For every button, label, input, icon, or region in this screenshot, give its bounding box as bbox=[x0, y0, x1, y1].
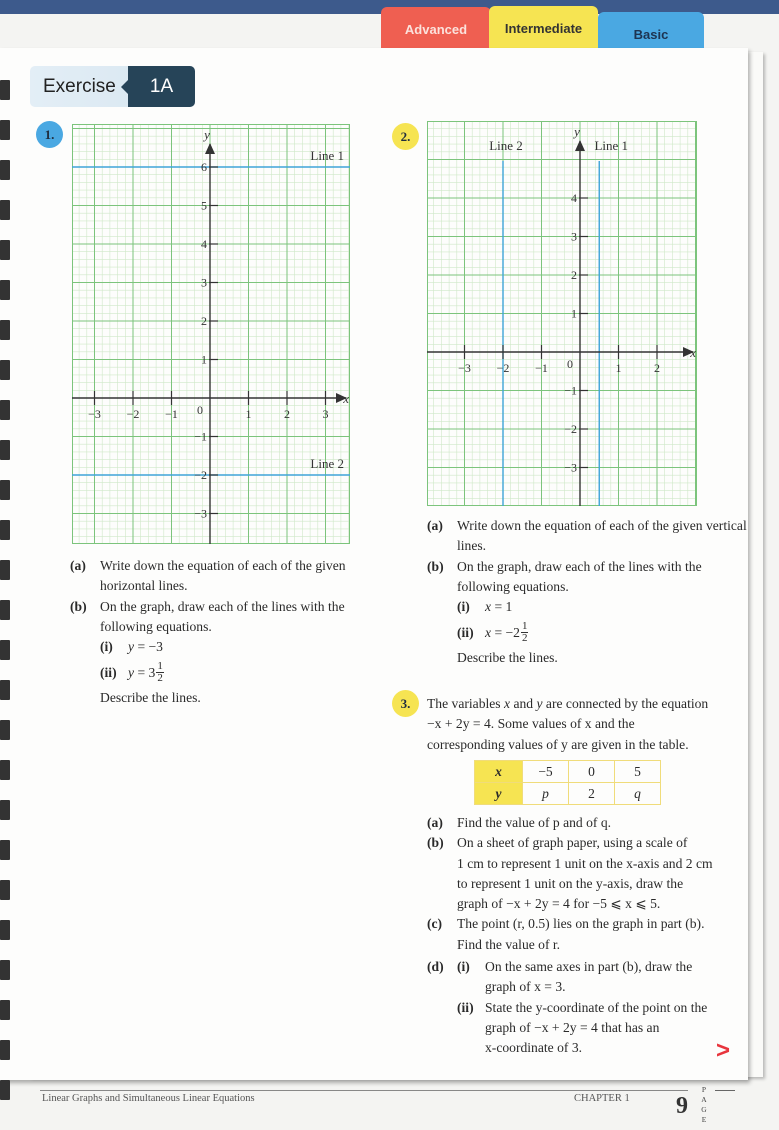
part-d-i-line: graph of x = 3. bbox=[485, 979, 566, 995]
part-b-line: 1 cm to represent 1 unit on the x-axis and 2 cm bbox=[457, 855, 713, 871]
values-table bbox=[474, 760, 661, 805]
line-label: Line 1 bbox=[594, 138, 629, 153]
y-axis-label: y bbox=[574, 124, 580, 139]
footer-page-number: 9 bbox=[676, 1093, 688, 1119]
question-2-number: 2. bbox=[392, 123, 419, 150]
origin-label: 0 bbox=[197, 403, 203, 417]
x-tick-label: 2 bbox=[654, 361, 660, 375]
equation-lhs: x bbox=[485, 624, 492, 640]
page-letter: A bbox=[701, 1095, 707, 1104]
part-b-label: (b) bbox=[427, 558, 444, 574]
part-b-label: (b) bbox=[427, 835, 444, 851]
page-letter: G bbox=[701, 1105, 707, 1114]
binding-ring bbox=[0, 80, 10, 100]
exercise-number: 1A bbox=[128, 66, 195, 107]
part-b-i-label: (i) bbox=[457, 599, 470, 615]
y-axis-arrow bbox=[575, 140, 585, 151]
part-b-ii-label: (ii) bbox=[457, 624, 474, 640]
table-cell: −5 bbox=[523, 761, 569, 783]
variable-y: y bbox=[536, 696, 543, 711]
exercise-badge bbox=[30, 66, 195, 107]
equation-rhs: = −3 bbox=[137, 639, 163, 655]
next-page-arrow-icon[interactable]: > bbox=[716, 1037, 731, 1064]
exercise-label: Exercise bbox=[43, 75, 116, 97]
x-tick-label: −1 bbox=[535, 361, 548, 375]
describe-text: Describe the lines. bbox=[100, 690, 201, 706]
x-tick-label: −3 bbox=[458, 361, 471, 375]
question-3-number: 3. bbox=[392, 690, 419, 717]
binding-ring bbox=[0, 960, 10, 980]
binding-ring bbox=[0, 600, 10, 620]
footer-divider bbox=[40, 1090, 688, 1091]
part-b-ii-label: (ii) bbox=[100, 664, 117, 680]
x-tick-label: −1 bbox=[165, 407, 178, 421]
table-cell: 5 bbox=[615, 761, 661, 783]
x-tick-label: −2 bbox=[496, 361, 510, 375]
fraction bbox=[156, 661, 164, 684]
fraction-numerator: 1 bbox=[157, 660, 163, 673]
table-head-x: x bbox=[475, 761, 523, 783]
equation-lhs: y bbox=[128, 639, 135, 655]
binding-ring bbox=[0, 720, 10, 740]
binding-ring bbox=[0, 360, 10, 380]
binding-ring bbox=[0, 480, 10, 500]
part-b-text: On the graph, draw each of the lines with the following equations. bbox=[100, 598, 345, 634]
x-axis-label: x bbox=[343, 391, 349, 406]
footer-title: Linear Graphs and Simultaneous Linear Equations bbox=[42, 1093, 255, 1104]
binding-ring bbox=[0, 1080, 10, 1100]
line-label: Line 2 bbox=[489, 138, 523, 153]
binding-ring bbox=[0, 440, 10, 460]
binding-ring bbox=[0, 680, 10, 700]
y-tick-label: 2 bbox=[571, 268, 577, 282]
x-tick-label: 1 bbox=[615, 361, 622, 375]
binding-ring bbox=[0, 840, 10, 860]
part-a-text: Find the value of p and of q. bbox=[457, 815, 612, 830]
x-tick-label: 3 bbox=[322, 407, 329, 421]
x-tick-label: 1 bbox=[245, 407, 252, 421]
question-3-intro bbox=[427, 694, 747, 755]
part-d-ii-line: State the y-coordinate of the point on the bbox=[485, 999, 708, 1015]
footer-chapter: CHAPTER 1 bbox=[574, 1093, 630, 1104]
binding-ring bbox=[0, 920, 10, 940]
x-tick-label: −2 bbox=[126, 407, 140, 421]
y-tick-label: −2 bbox=[564, 422, 577, 436]
y-tick-label: 5 bbox=[201, 198, 207, 213]
binding-ring bbox=[0, 520, 10, 540]
binding-ring bbox=[0, 400, 10, 420]
y-tick-label: 4 bbox=[571, 191, 577, 205]
binding-ring bbox=[0, 280, 10, 300]
binding-ring bbox=[0, 120, 10, 140]
equation-rhs: = 1 bbox=[494, 599, 513, 615]
binding-ring bbox=[0, 160, 10, 180]
binding-ring bbox=[0, 760, 10, 780]
y-tick-label: 1 bbox=[201, 352, 207, 367]
part-c-line: Find the value of r. bbox=[457, 936, 561, 952]
binding-ring bbox=[0, 200, 10, 220]
origin-label: 0 bbox=[567, 357, 573, 371]
part-d-ii-label: (ii) bbox=[457, 999, 474, 1015]
page-letter: E bbox=[701, 1115, 707, 1124]
y-tick-label: 4 bbox=[201, 237, 207, 251]
y-tick-label: 3 bbox=[571, 229, 577, 244]
spiral-binding bbox=[0, 80, 12, 1120]
binding-ring bbox=[0, 880, 10, 900]
x-tick-label: −3 bbox=[88, 407, 101, 421]
y-tick-label: −3 bbox=[564, 460, 577, 475]
x-axis-label: x bbox=[690, 345, 696, 360]
fraction-numerator: 1 bbox=[521, 620, 528, 633]
part-b-text: On the graph, draw each of the lines with the following equations. bbox=[457, 558, 702, 594]
table-cell: 2 bbox=[569, 783, 615, 805]
table-cell: 0 bbox=[569, 761, 615, 783]
y-axis-label: y bbox=[204, 127, 210, 142]
fraction-denominator: 2 bbox=[157, 672, 163, 685]
equation-lhs: x bbox=[485, 599, 492, 615]
binding-ring bbox=[0, 320, 10, 340]
part-b-line: On a sheet of graph paper, using a scale of bbox=[457, 835, 688, 851]
part-a-label: (a) bbox=[70, 558, 86, 573]
binding-ring bbox=[0, 800, 10, 820]
x-tick-label: 2 bbox=[284, 407, 290, 421]
part-d-ii-line: graph of −x + 2y = 4 that has an bbox=[485, 1019, 660, 1035]
page-letter: P bbox=[701, 1085, 707, 1094]
y-tick-label: −1 bbox=[194, 429, 207, 444]
y-tick-label: −2 bbox=[194, 468, 207, 482]
fraction bbox=[521, 621, 529, 644]
part-d-ii-line: x-coordinate of 3. bbox=[485, 1040, 583, 1056]
y-tick-label: 2 bbox=[201, 314, 207, 328]
fraction-denominator: 2 bbox=[521, 632, 528, 645]
intro-text: The variables bbox=[427, 696, 504, 711]
line-label: Line 1 bbox=[310, 148, 344, 163]
y-tick-label: 3 bbox=[201, 275, 207, 290]
binding-ring bbox=[0, 560, 10, 580]
part-d-i-label: (i) bbox=[457, 959, 470, 975]
part-d-label: (d) bbox=[427, 959, 444, 975]
tab-basic[interactable]: Basic bbox=[598, 12, 704, 56]
part-c-label: (c) bbox=[427, 916, 443, 932]
y-tick-label: 6 bbox=[201, 160, 207, 174]
equation-rhs: = 3 bbox=[137, 664, 156, 680]
part-a-text: Write down the equation of each of the given horizontal lines. bbox=[100, 558, 346, 594]
question-1-parts bbox=[70, 556, 370, 709]
part-d-i-line: On the same axes in part (b), draw the bbox=[485, 959, 693, 975]
question-3-parts bbox=[427, 813, 747, 1059]
part-b-line: graph of −x + 2y = 4 for −5 ⩽ x ⩽ 5. bbox=[457, 896, 661, 912]
y-axis-arrow bbox=[205, 143, 215, 154]
intro-line-2: −x + 2y = 4. Some values of x and the bbox=[427, 716, 635, 732]
line-label: Line 2 bbox=[310, 456, 344, 471]
question-1-number: 1. bbox=[36, 121, 63, 148]
y-tick-label: −3 bbox=[194, 506, 207, 521]
footer-dash bbox=[715, 1090, 735, 1091]
part-c-line: The point (r, 0.5) lies on the graph in part (b). bbox=[457, 916, 705, 932]
part-a-label: (a) bbox=[427, 815, 443, 830]
question-2-parts bbox=[427, 516, 747, 669]
question-1-graph bbox=[72, 124, 350, 544]
binding-ring bbox=[0, 1040, 10, 1060]
binding-ring bbox=[0, 240, 10, 260]
tab-advanced[interactable]: Advanced bbox=[381, 7, 491, 51]
y-tick-label: −1 bbox=[564, 383, 577, 398]
tab-intermediate[interactable]: Intermediate bbox=[489, 6, 598, 50]
part-a-text: Write down the equation of each of the given vertical lines. bbox=[457, 518, 747, 554]
part-a-label: (a) bbox=[427, 518, 443, 533]
grid-border bbox=[73, 125, 350, 544]
table-row-y bbox=[475, 783, 661, 805]
binding-ring bbox=[0, 640, 10, 660]
binding-ring bbox=[0, 1000, 10, 1020]
table-cell: q bbox=[615, 783, 661, 805]
y-tick-label: 1 bbox=[571, 306, 577, 321]
table-cell: p bbox=[523, 783, 569, 805]
part-b-i-label: (i) bbox=[100, 639, 113, 655]
table-row-x bbox=[475, 761, 661, 783]
describe-text: Describe the lines. bbox=[457, 650, 558, 666]
part-b-line: to represent 1 unit on the y-axis, draw the bbox=[457, 875, 684, 891]
intro-text: and bbox=[510, 696, 537, 711]
question-2-graph bbox=[427, 121, 697, 506]
table-head-y: y bbox=[475, 783, 523, 805]
intro-line-3: corresponding values of y are given in the table. bbox=[427, 736, 689, 752]
variable-x: x bbox=[504, 696, 511, 711]
footer-page-word bbox=[700, 1085, 708, 1125]
equation-rhs: = −2 bbox=[494, 624, 520, 640]
intro-text: are connected by the equation bbox=[542, 696, 709, 711]
equation-lhs: y bbox=[128, 664, 135, 680]
part-b-label: (b) bbox=[70, 598, 87, 614]
